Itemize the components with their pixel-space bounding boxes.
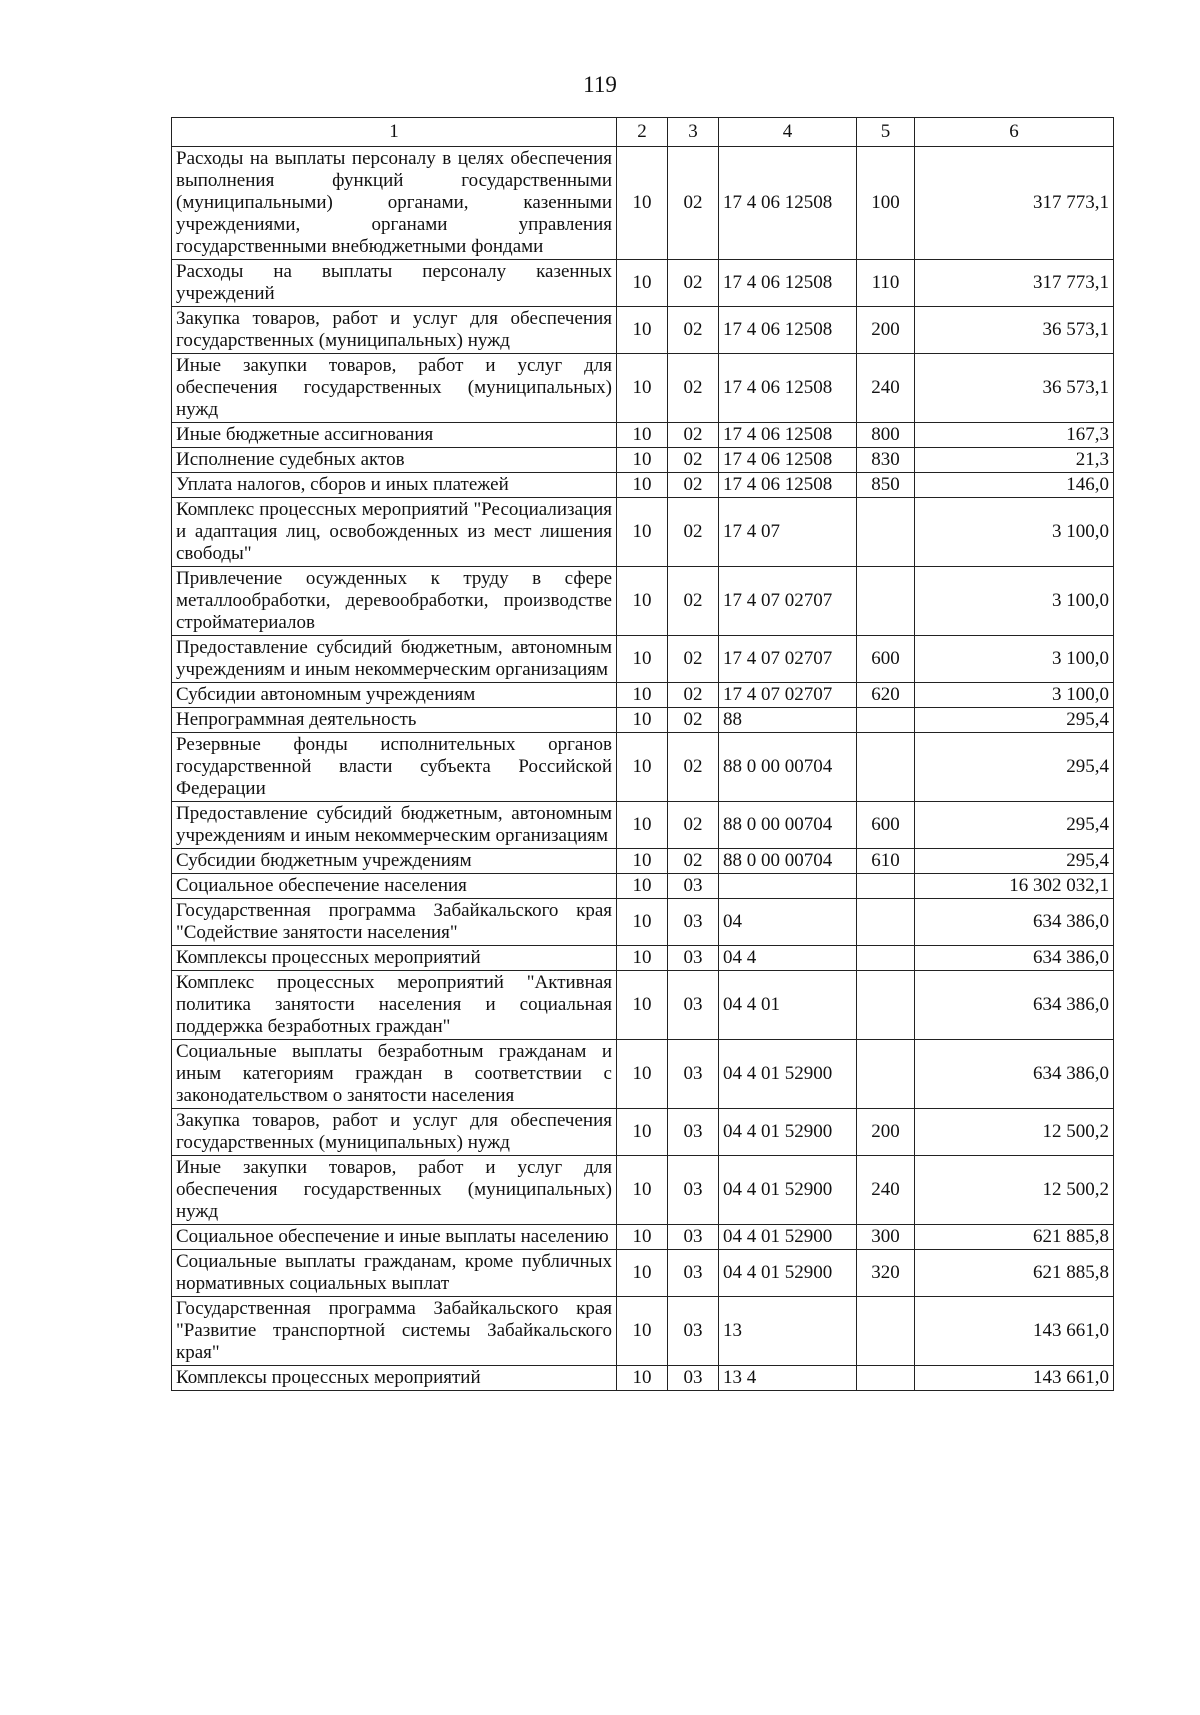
- table-row: [172, 1109, 1114, 1156]
- target-article-cell: 13: [719, 1297, 857, 1366]
- expense-type-cell: 320: [857, 1250, 915, 1297]
- section-code-cell: 10: [617, 498, 668, 567]
- amount-cell: 12 500,2: [915, 1109, 1114, 1156]
- expense-type-cell: 620: [857, 683, 915, 708]
- amount-cell: 317 773,1: [915, 260, 1114, 307]
- target-article-cell: 88 0 00 00704: [719, 733, 857, 802]
- row-name-cell: Предоставление субсидий бюджетным, автономным учреждениям и иным некоммерческим организациям: [172, 802, 617, 849]
- row-name-cell: Закупка товаров, работ и услуг для обеспечения государственных (муниципальных) нужд: [172, 1109, 617, 1156]
- header-row: [172, 118, 1114, 147]
- row-name-cell: Комплекс процессных мероприятий "Активная политика занятости населения и социальная поддержка безработных граждан": [172, 971, 617, 1040]
- header-cell-1: 1: [172, 118, 617, 147]
- amount-cell: 3 100,0: [915, 636, 1114, 683]
- expense-type-cell: 800: [857, 423, 915, 448]
- section-code-cell: 10: [617, 1366, 668, 1391]
- target-article-cell: 04: [719, 899, 857, 946]
- target-article-cell: 88 0 00 00704: [719, 802, 857, 849]
- amount-cell: 146,0: [915, 473, 1114, 498]
- expense-type-cell: 600: [857, 802, 915, 849]
- row-name-cell: Исполнение судебных актов: [172, 448, 617, 473]
- subsection-code-cell: 02: [668, 260, 719, 307]
- table-row: [172, 1297, 1114, 1366]
- subsection-code-cell: 03: [668, 899, 719, 946]
- target-article-cell: 17 4 06 12508: [719, 354, 857, 423]
- section-code-cell: 10: [617, 636, 668, 683]
- amount-cell: 167,3: [915, 423, 1114, 448]
- subsection-code-cell: 03: [668, 1366, 719, 1391]
- target-article-cell: 17 4 06 12508: [719, 423, 857, 448]
- table-header: [172, 118, 1114, 147]
- page-number: 119: [583, 72, 617, 97]
- target-article-cell: 04 4: [719, 946, 857, 971]
- row-name-cell: Расходы на выплаты персоналу в целях обеспечения выполнения функций государственными (муниципальными) органами, казенными учреждениями, органами управления государственными внебюджетными фондами: [172, 147, 617, 260]
- target-article-cell: 17 4 07 02707: [719, 636, 857, 683]
- table-row: [172, 260, 1114, 307]
- expense-type-cell: [857, 946, 915, 971]
- expense-type-cell: [857, 874, 915, 899]
- subsection-code-cell: 02: [668, 498, 719, 567]
- expense-type-cell: 240: [857, 1156, 915, 1225]
- amount-cell: 16 302 032,1: [915, 874, 1114, 899]
- section-code-cell: 10: [617, 1040, 668, 1109]
- header-cell-2: 2: [617, 118, 668, 147]
- section-code-cell: 10: [617, 946, 668, 971]
- target-article-cell: 88 0 00 00704: [719, 849, 857, 874]
- table-row: [172, 971, 1114, 1040]
- section-code-cell: 10: [617, 423, 668, 448]
- section-code-cell: 10: [617, 473, 668, 498]
- row-name-cell: Иные закупки товаров, работ и услуг для обеспечения государственных (муниципальных) нужд: [172, 354, 617, 423]
- expense-type-cell: [857, 899, 915, 946]
- row-name-cell: Резервные фонды исполнительных органов государственной власти субъекта Российской Федерации: [172, 733, 617, 802]
- table-body: [172, 147, 1114, 1391]
- section-code-cell: 10: [617, 1225, 668, 1250]
- subsection-code-cell: 02: [668, 567, 719, 636]
- subsection-code-cell: 02: [668, 708, 719, 733]
- target-article-cell: 17 4 06 12508: [719, 448, 857, 473]
- target-article-cell: 17 4 06 12508: [719, 260, 857, 307]
- subsection-code-cell: 02: [668, 802, 719, 849]
- section-code-cell: 10: [617, 708, 668, 733]
- row-name-cell: Комплексы процессных мероприятий: [172, 946, 617, 971]
- table-row: [172, 1250, 1114, 1297]
- section-code-cell: 10: [617, 683, 668, 708]
- table-row: [172, 946, 1114, 971]
- table-row: [172, 448, 1114, 473]
- amount-cell: 36 573,1: [915, 354, 1114, 423]
- expense-type-cell: [857, 733, 915, 802]
- section-code-cell: 10: [617, 971, 668, 1040]
- table-row: [172, 683, 1114, 708]
- subsection-code-cell: 03: [668, 1109, 719, 1156]
- table-row: [172, 498, 1114, 567]
- amount-cell: 295,4: [915, 733, 1114, 802]
- amount-cell: 295,4: [915, 849, 1114, 874]
- amount-cell: 621 885,8: [915, 1250, 1114, 1297]
- target-article-cell: 88: [719, 708, 857, 733]
- expense-type-cell: 830: [857, 448, 915, 473]
- row-name-cell: Расходы на выплаты персоналу казенных учреждений: [172, 260, 617, 307]
- target-article-cell: 13 4: [719, 1366, 857, 1391]
- amount-cell: 3 100,0: [915, 567, 1114, 636]
- target-article-cell: 17 4 07 02707: [719, 683, 857, 708]
- amount-cell: 295,4: [915, 802, 1114, 849]
- row-name-cell: Комплекс процессных мероприятий "Ресоциализация и адаптация лиц, освобожденных из мест лишения свободы": [172, 498, 617, 567]
- amount-cell: 634 386,0: [915, 946, 1114, 971]
- subsection-code-cell: 03: [668, 1250, 719, 1297]
- expense-type-cell: [857, 1297, 915, 1366]
- expense-type-cell: 240: [857, 354, 915, 423]
- subsection-code-cell: 02: [668, 448, 719, 473]
- table-row: [172, 567, 1114, 636]
- target-article-cell: 17 4 06 12508: [719, 307, 857, 354]
- amount-cell: 21,3: [915, 448, 1114, 473]
- target-article-cell: 04 4 01 52900: [719, 1250, 857, 1297]
- subsection-code-cell: 03: [668, 1040, 719, 1109]
- amount-cell: 143 661,0: [915, 1366, 1114, 1391]
- section-code-cell: 10: [617, 147, 668, 260]
- row-name-cell: Непрограммная деятельность: [172, 708, 617, 733]
- section-code-cell: 10: [617, 567, 668, 636]
- row-name-cell: Закупка товаров, работ и услуг для обеспечения государственных (муниципальных) нужд: [172, 307, 617, 354]
- table-row: [172, 1225, 1114, 1250]
- section-code-cell: 10: [617, 874, 668, 899]
- table-row: [172, 1366, 1114, 1391]
- table-row: [172, 733, 1114, 802]
- table-row: [172, 1040, 1114, 1109]
- section-code-cell: 10: [617, 1109, 668, 1156]
- table-row: [172, 423, 1114, 448]
- subsection-code-cell: 02: [668, 733, 719, 802]
- section-code-cell: 10: [617, 354, 668, 423]
- row-name-cell: Иные бюджетные ассигнования: [172, 423, 617, 448]
- row-name-cell: Социальное обеспечение и иные выплаты населению: [172, 1225, 617, 1250]
- table-row: [172, 708, 1114, 733]
- table-row: [172, 147, 1114, 260]
- expense-type-cell: 610: [857, 849, 915, 874]
- subsection-code-cell: 02: [668, 683, 719, 708]
- row-name-cell: Предоставление субсидий бюджетным, автономным учреждениям и иным некоммерческим организациям: [172, 636, 617, 683]
- target-article-cell: 04 4 01 52900: [719, 1225, 857, 1250]
- row-name-cell: Социальное обеспечение населения: [172, 874, 617, 899]
- header-cell-4: 4: [719, 118, 857, 147]
- table-row: [172, 307, 1114, 354]
- table-row: [172, 849, 1114, 874]
- expense-type-cell: 600: [857, 636, 915, 683]
- amount-cell: 143 661,0: [915, 1297, 1114, 1366]
- target-article-cell: 04 4 01 52900: [719, 1040, 857, 1109]
- section-code-cell: 10: [617, 1250, 668, 1297]
- subsection-code-cell: 02: [668, 354, 719, 423]
- subsection-code-cell: 03: [668, 971, 719, 1040]
- row-name-cell: Уплата налогов, сборов и иных платежей: [172, 473, 617, 498]
- row-name-cell: Комплексы процессных мероприятий: [172, 1366, 617, 1391]
- expense-type-cell: 110: [857, 260, 915, 307]
- row-name-cell: Государственная программа Забайкальского края "Развитие транспортной системы Забайкальского края": [172, 1297, 617, 1366]
- row-name-cell: Социальные выплаты безработным гражданам и иным категориям граждан в соответствии с законодательством о занятости населения: [172, 1040, 617, 1109]
- header-cell-3: 3: [668, 118, 719, 147]
- subsection-code-cell: 02: [668, 473, 719, 498]
- subsection-code-cell: 03: [668, 1297, 719, 1366]
- header-cell-6: 6: [915, 118, 1114, 147]
- subsection-code-cell: 02: [668, 147, 719, 260]
- row-name-cell: Социальные выплаты гражданам, кроме публичных нормативных социальных выплат: [172, 1250, 617, 1297]
- amount-cell: 621 885,8: [915, 1225, 1114, 1250]
- subsection-code-cell: 02: [668, 307, 719, 354]
- section-code-cell: 10: [617, 899, 668, 946]
- subsection-code-cell: 02: [668, 423, 719, 448]
- section-code-cell: 10: [617, 307, 668, 354]
- table-row: [172, 354, 1114, 423]
- target-article-cell: 04 4 01 52900: [719, 1109, 857, 1156]
- amount-cell: 36 573,1: [915, 307, 1114, 354]
- table-row: [172, 899, 1114, 946]
- amount-cell: 295,4: [915, 708, 1114, 733]
- row-name-cell: Государственная программа Забайкальского края "Содействие занятости населения": [172, 899, 617, 946]
- amount-cell: 634 386,0: [915, 899, 1114, 946]
- amount-cell: 12 500,2: [915, 1156, 1114, 1225]
- target-article-cell: 04 4 01 52900: [719, 1156, 857, 1225]
- target-article-cell: 17 4 07 02707: [719, 567, 857, 636]
- section-code-cell: 10: [617, 260, 668, 307]
- budget-table: [171, 117, 1114, 1391]
- amount-cell: 3 100,0: [915, 498, 1114, 567]
- target-article-cell: 17 4 06 12508: [719, 147, 857, 260]
- table-row: [172, 636, 1114, 683]
- subsection-code-cell: 02: [668, 849, 719, 874]
- target-article-cell: [719, 874, 857, 899]
- subsection-code-cell: 03: [668, 874, 719, 899]
- expense-type-cell: [857, 1366, 915, 1391]
- target-article-cell: 17 4 06 12508: [719, 473, 857, 498]
- row-name-cell: Привлечение осужденных к труду в сфере металлообработки, деревообработки, производстве стройматериалов: [172, 567, 617, 636]
- section-code-cell: 10: [617, 1156, 668, 1225]
- amount-cell: 3 100,0: [915, 683, 1114, 708]
- expense-type-cell: [857, 1040, 915, 1109]
- section-code-cell: 10: [617, 802, 668, 849]
- expense-type-cell: [857, 567, 915, 636]
- expense-type-cell: [857, 498, 915, 567]
- table-row: [172, 473, 1114, 498]
- subsection-code-cell: 03: [668, 1156, 719, 1225]
- header-cell-5: 5: [857, 118, 915, 147]
- subsection-code-cell: 03: [668, 1225, 719, 1250]
- expense-type-cell: [857, 708, 915, 733]
- expense-type-cell: 300: [857, 1225, 915, 1250]
- expense-type-cell: 200: [857, 307, 915, 354]
- subsection-code-cell: 02: [668, 636, 719, 683]
- section-code-cell: 10: [617, 1297, 668, 1366]
- table-row: [172, 874, 1114, 899]
- subsection-code-cell: 03: [668, 946, 719, 971]
- section-code-cell: 10: [617, 733, 668, 802]
- target-article-cell: 04 4 01: [719, 971, 857, 1040]
- expense-type-cell: 200: [857, 1109, 915, 1156]
- amount-cell: 634 386,0: [915, 971, 1114, 1040]
- expense-type-cell: [857, 971, 915, 1040]
- section-code-cell: 10: [617, 849, 668, 874]
- target-article-cell: 17 4 07: [719, 498, 857, 567]
- expense-type-cell: 850: [857, 473, 915, 498]
- table-row: [172, 1156, 1114, 1225]
- row-name-cell: Субсидии автономным учреждениям: [172, 683, 617, 708]
- table-row: [172, 802, 1114, 849]
- row-name-cell: Иные закупки товаров, работ и услуг для обеспечения государственных (муниципальных) нужд: [172, 1156, 617, 1225]
- expense-type-cell: 100: [857, 147, 915, 260]
- amount-cell: 317 773,1: [915, 147, 1114, 260]
- row-name-cell: Субсидии бюджетным учреждениям: [172, 849, 617, 874]
- amount-cell: 634 386,0: [915, 1040, 1114, 1109]
- section-code-cell: 10: [617, 448, 668, 473]
